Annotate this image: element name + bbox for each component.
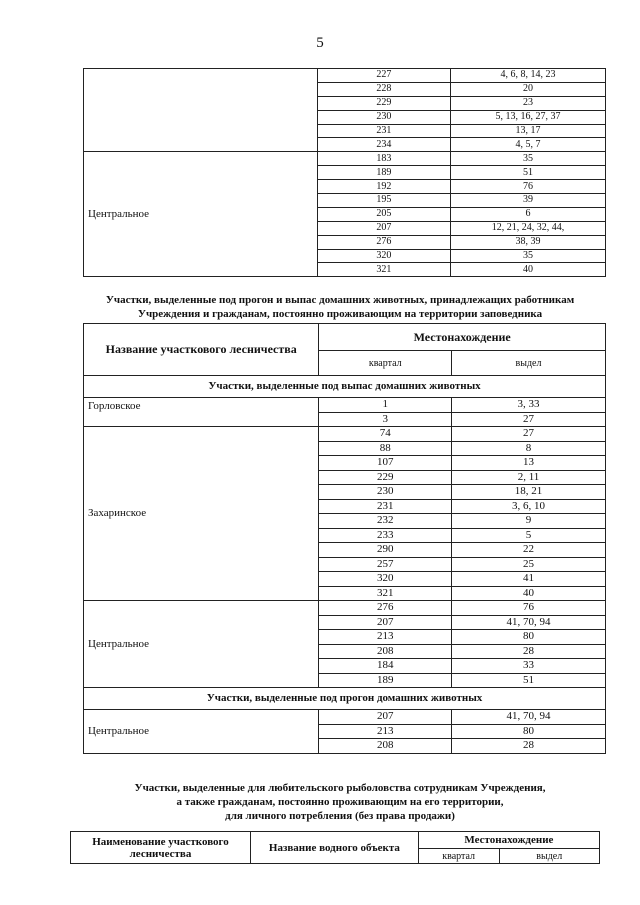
- table-row: [84, 710, 606, 725]
- quarter-cell: 205: [317, 207, 450, 221]
- quarter-cell: 3: [319, 412, 452, 427]
- page-number: 5: [316, 35, 324, 51]
- section-cell: 4, 6, 8, 14, 23: [450, 69, 605, 83]
- section-cell: 27: [452, 427, 606, 442]
- section-cell: 3, 33: [452, 398, 606, 413]
- section-cell: 76: [452, 601, 606, 616]
- quarter-cell: 213: [319, 724, 452, 739]
- quarter-cell: 230: [319, 485, 452, 500]
- quarter-cell: 234: [317, 138, 450, 152]
- forestry-name: [84, 69, 318, 152]
- section-cell: 12, 21, 24, 32, 44,: [450, 221, 605, 235]
- header-line: лесничества: [129, 847, 192, 860]
- quarter-cell: 321: [317, 263, 450, 277]
- quarter-cell: 227: [317, 69, 450, 83]
- quarter-cell: 229: [317, 96, 450, 110]
- quarter-cell: 229: [319, 470, 452, 485]
- section-cell: 80: [452, 724, 606, 739]
- header-location: Местонахождение: [418, 832, 599, 849]
- section-cell: 2, 11: [452, 470, 606, 485]
- section-cell: 39: [450, 194, 605, 208]
- quarter-cell: 228: [317, 82, 450, 96]
- section-cell: 35: [450, 152, 605, 166]
- header-forestry-name: Название участкового лесничества: [84, 324, 319, 376]
- section-cell: 27: [452, 412, 606, 427]
- title-line: Учреждения и гражданам, постоянно проживающим на территории заповедника: [137, 308, 543, 320]
- section-cell: 80: [452, 630, 606, 645]
- quarter-cell: 208: [319, 739, 452, 754]
- title-fishing: [60, 781, 620, 823]
- forestry-name: Горловское: [84, 398, 319, 427]
- section-cell: 51: [452, 673, 606, 688]
- section-cell: 13: [452, 456, 606, 471]
- section-row: [84, 688, 606, 710]
- section-cell: 8: [452, 441, 606, 456]
- quarter-cell: 276: [317, 235, 450, 249]
- title-line: для личного потребления (без права продажи): [225, 810, 455, 822]
- section-cell: 5: [452, 528, 606, 543]
- quarter-cell: 290: [319, 543, 452, 558]
- section-cell: 25: [452, 557, 606, 572]
- quarter-cell: 207: [319, 710, 452, 725]
- title-line: Участки, выделенные для любительского рыболовства сотрудникам Учреждения,: [134, 782, 546, 794]
- forestry-name: Центральное: [84, 710, 319, 754]
- quarter-cell: 320: [317, 249, 450, 263]
- quarter-cell: 189: [319, 673, 452, 688]
- title-grazing: [60, 293, 620, 321]
- header-line: Наименование участкового: [92, 835, 229, 848]
- section-cell: 4, 5, 7: [450, 138, 605, 152]
- quarter-cell: 207: [317, 221, 450, 235]
- quarter-cell: 207: [319, 615, 452, 630]
- section-cell: 13, 17: [450, 124, 605, 138]
- quarter-cell: 230: [317, 110, 450, 124]
- header-quarter: квартал: [418, 849, 499, 864]
- section-cell: 9: [452, 514, 606, 529]
- section-cell: 51: [450, 166, 605, 180]
- header-section: выдел: [452, 351, 606, 376]
- section-cell: 6: [450, 207, 605, 221]
- table-row: [84, 601, 606, 616]
- quarter-cell: 231: [317, 124, 450, 138]
- quarter-cell: 183: [317, 152, 450, 166]
- quarter-cell: 184: [319, 659, 452, 674]
- section-cell: 41, 70, 94: [452, 615, 606, 630]
- quarter-cell: 232: [319, 514, 452, 529]
- section-cell: 33: [452, 659, 606, 674]
- table-continued: [83, 68, 606, 277]
- quarter-cell: 320: [319, 572, 452, 587]
- section-cell: 5, 13, 16, 27, 37: [450, 110, 605, 124]
- table-fishing: [70, 831, 600, 864]
- section-cell: 22: [452, 543, 606, 558]
- section-cell: 23: [450, 96, 605, 110]
- section-cell: 38, 39: [450, 235, 605, 249]
- quarter-cell: 192: [317, 180, 450, 194]
- forestry-name: Центральное: [84, 152, 318, 277]
- table-grazing: [83, 323, 606, 754]
- section-cell: 28: [452, 644, 606, 659]
- table-row: [84, 398, 606, 413]
- header-section: выдел: [499, 849, 600, 864]
- quarter-cell: 233: [319, 528, 452, 543]
- forestry-name: Центральное: [84, 601, 319, 688]
- header-location: Местонахождение: [319, 324, 606, 351]
- quarter-cell: 208: [319, 644, 452, 659]
- header-water-body: Название водного объекта: [250, 832, 418, 864]
- quarter-cell: 321: [319, 586, 452, 601]
- header-forestry-name: [71, 832, 251, 864]
- section-cell: 3, 6, 10: [452, 499, 606, 514]
- section-cell: 35: [450, 249, 605, 263]
- forestry-name: Захаринское: [84, 427, 319, 601]
- quarter-cell: 276: [319, 601, 452, 616]
- quarter-cell: 213: [319, 630, 452, 645]
- quarter-cell: 74: [319, 427, 452, 442]
- header-quarter: квартал: [319, 351, 452, 376]
- section-cell: 76: [450, 180, 605, 194]
- section-cell: 41, 70, 94: [452, 710, 606, 725]
- table-row: [84, 69, 606, 83]
- table-row: [84, 427, 606, 442]
- section-cell: 40: [450, 263, 605, 277]
- section-cell: 41: [452, 572, 606, 587]
- quarter-cell: 88: [319, 441, 452, 456]
- section-cell: 18, 21: [452, 485, 606, 500]
- title-line: Участки, выделенные под прогон и выпас домашних животных, принадлежащих работникам: [105, 294, 575, 306]
- quarter-cell: 257: [319, 557, 452, 572]
- title-line: а также гражданам, постоянно проживающим на его территории,: [176, 796, 504, 808]
- quarter-cell: 195: [317, 194, 450, 208]
- section-cell: 40: [452, 586, 606, 601]
- quarter-cell: 189: [317, 166, 450, 180]
- quarter-cell: 231: [319, 499, 452, 514]
- quarter-cell: 107: [319, 456, 452, 471]
- section-row: [84, 376, 606, 398]
- section-cell: 28: [452, 739, 606, 754]
- table-row: [84, 152, 606, 166]
- section-cell: 20: [450, 82, 605, 96]
- section-title: Участки, выделенные под прогон домашних животных: [84, 688, 606, 710]
- section-title: Участки, выделенные под выпас домашних животных: [84, 376, 606, 398]
- quarter-cell: 1: [319, 398, 452, 413]
